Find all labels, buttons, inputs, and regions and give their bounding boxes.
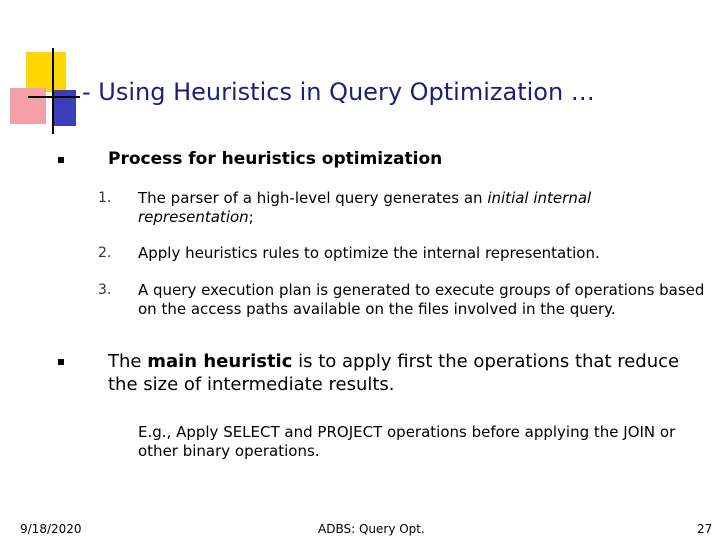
bullet-square-icon <box>58 359 64 365</box>
step-item: The parser of a high-level query generates an initial internal representation; <box>138 189 592 226</box>
example-text: E.g., Apply SELECT and PROJECT operations before applying the JOIN or other binary operations. <box>138 423 676 460</box>
step-number: 2. <box>98 245 112 261</box>
step-item: A query execution plan is generated to execute groups of operations based on the access paths available on the files involved in the query. <box>138 281 705 318</box>
logo-vertical-line <box>52 48 54 134</box>
main-heuristic-text: The main heuristic is to apply first the operations that reduce the size of intermediate results. <box>108 351 680 395</box>
step-item: Apply heuristics rules to optimize the internal representation. <box>138 244 600 262</box>
step-number: 3. <box>98 282 112 298</box>
page-number: 27 <box>697 522 713 536</box>
section-heading: Process for heuristics optimization <box>108 149 443 169</box>
footer-title: ADBS: Query Opt. <box>318 522 425 536</box>
slide-title: - Using Heuristics in Query Optimization … <box>82 78 595 106</box>
logo-pink-square <box>10 88 46 124</box>
step-number: 1. <box>98 190 112 206</box>
logo-horizontal-line <box>28 96 80 98</box>
bullet-square-icon <box>58 157 64 163</box>
footer-date: 9/18/2020 <box>20 522 82 536</box>
logo-yellow-square <box>26 52 66 92</box>
